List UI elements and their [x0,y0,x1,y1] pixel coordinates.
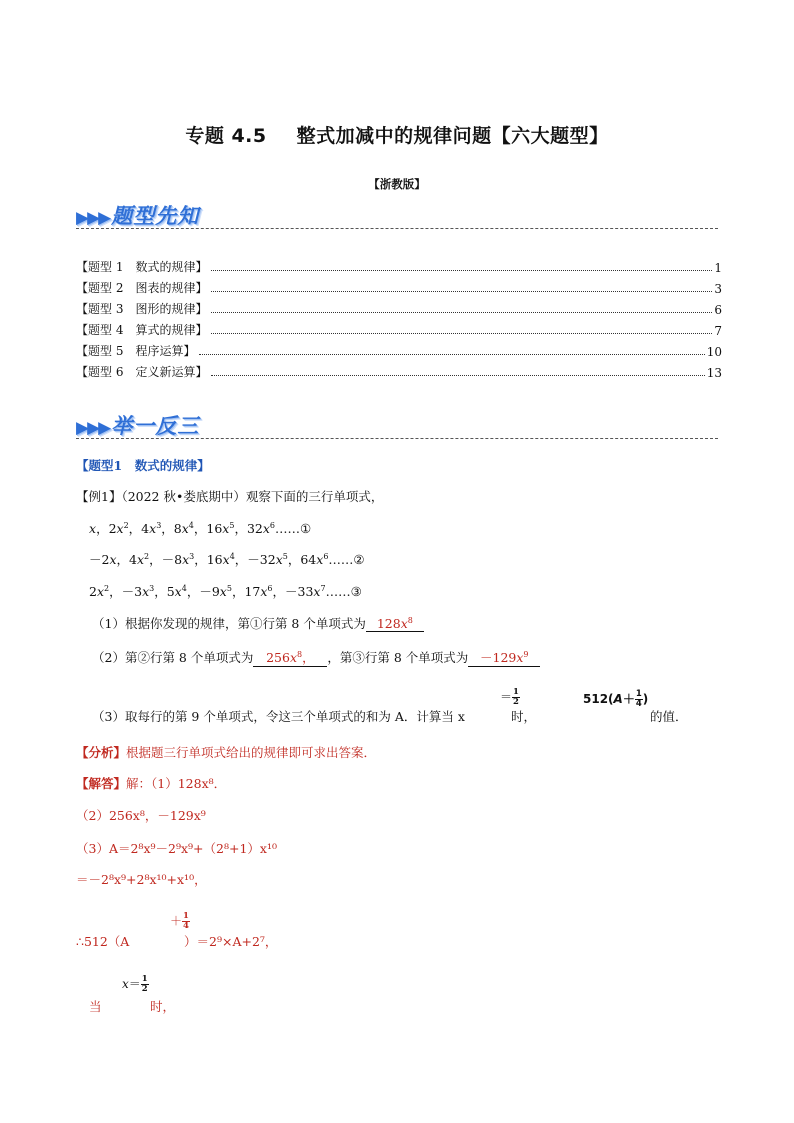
page-title [0,121,794,148]
edition-label: 【浙教版】 [368,177,426,191]
answer-blank-2: $256x^8$， [253,648,327,667]
question-2: （2）第②行第 8 个单项式为 $256x^8$， ，第③行第 8 个单项式为 $-129x^9$ [92,648,540,667]
solution-4: ＝－2⁸x⁹+2⁸x¹⁰+x¹⁰， [76,872,207,887]
triple-arrow-icon: ▶▶▶ [76,418,110,438]
divider [76,228,718,229]
title-number: 专题 4.5 [185,125,267,147]
solution-6-suffix: 时， [150,999,176,1014]
question-1: （1）根据你发现的规律，第①行第 8 个单项式为 $128x^8$ [92,614,424,632]
question-3-when: 时， [511,709,537,724]
solution-1: 【解答】解：（1）128x⁸． [76,776,227,791]
sequence-row-3: $2x^2$，$-3x^3$，$5x^4$，$-9x^5$，$17x^6$，$-33x^7\dots\dots ③$ [89,583,362,599]
expression-512: 512(A＋ $\frac{1}{4}$ ) [583,689,649,709]
analysis: 【分析】根据题三行单项式给出的规律即可求出答案． [76,745,377,760]
solution-3: （3）A＝2⁸x⁹－2⁹x⁹+（2⁸+1）x¹⁰ [76,841,277,856]
solution-6-prefix: 当 [89,999,102,1014]
fraction-plus-quarter: ＋ $\frac{1}{4}$ [170,911,189,931]
fraction-x-half: ＝ $\frac{1}{2}$ [500,687,519,707]
example-intro: 【例1】（2022 秋•娄底期中）观察下面的三行单项式， [76,489,384,504]
question-3-tail: 的值． [650,709,688,724]
solution-2: （2）256x⁸，－129x⁹ [76,808,206,823]
banner-preview: ▶▶▶题型先知 [76,204,200,228]
triple-arrow-icon: ▶▶▶ [76,208,110,228]
toc-item-3[interactable]: 【题型 3 图形的规律】 6 [76,302,722,317]
divider [76,438,718,439]
answer-blank-3: $-129x^9$ [468,648,540,667]
question-3: （3）取每行的第 9 个单项式，令这三个单项式的和为 A．计算当 x [92,709,465,724]
section-heading: 【题型1 数式的规律】 [76,458,210,473]
solution-5-suffix: ）＝2⁹×A+2⁷， [184,934,278,949]
fraction-x-equals-half: x＝ $\frac{1}{2}$ [122,974,148,994]
toc-item-4[interactable]: 【题型 4 算式的规律】 7 [76,323,722,338]
sequence-row-2: －2x，$4x^2$，$-8x^3$，$16x^4$，$-32x^5$，$64x^6\dots\dots ②$ [89,551,365,567]
title-text: 整式加减中的规律问题【六大题型】 [296,125,609,147]
toc-item-5[interactable]: 【题型 5 程序运算】 10 [76,344,722,359]
banner-practice: ▶▶▶举一反三 [76,414,200,438]
answer-blank-1: $128x^8$ [366,616,424,632]
toc-item-2[interactable]: 【题型 2 图表的规律】 3 [76,281,722,296]
solution-5-prefix: ∴512（A [76,934,130,949]
toc-item-6[interactable]: 【题型 6 定义新运算】 13 [76,365,722,380]
sequence-row-1: x，$2x^2$，$4x^3$，$8x^4$，$16x^5$，$32x^6\dots\dots ①$ [89,520,312,536]
toc-item-1[interactable]: 【题型 1 数式的规律】 1 [76,260,722,275]
